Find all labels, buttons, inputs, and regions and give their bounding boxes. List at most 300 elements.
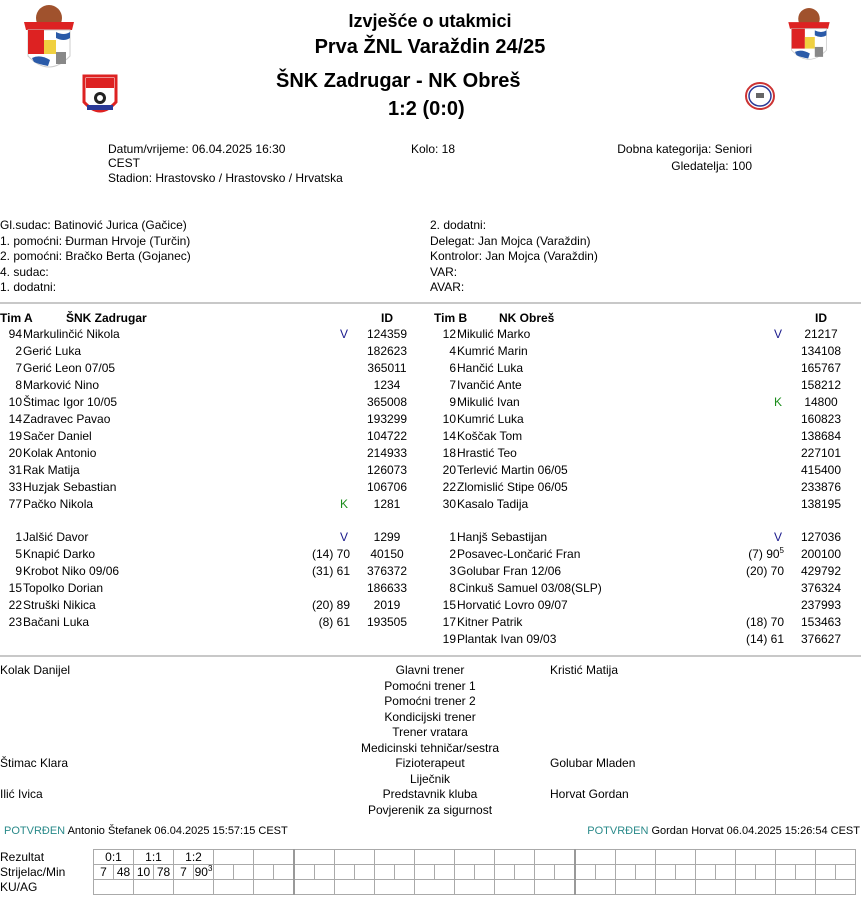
result-cell: 0:1 [94,850,134,865]
player-id: 376372 [366,564,408,578]
player-id: 138195 [800,497,842,511]
player-id: 1281 [373,497,401,511]
grid-label-result: Rezultat [0,850,45,864]
scorer-minute-cell [515,865,535,880]
staff-role: Fizioterapeut [395,756,465,770]
scorer-minute-cell [596,865,616,880]
player-row [434,326,863,343]
player-row [434,496,863,513]
player-id: 227101 [800,446,842,460]
staff-role: Povjerenik za sigurnost [367,802,493,817]
match-round: Kolo: 18 [411,142,456,156]
player-name: Knapić Darko [23,547,96,561]
substitution-info [724,614,784,631]
player-row [0,597,430,614]
home-confirmation-text: Antonio Štefanek 06.04.2025 15:57:15 CEST [67,825,288,837]
home-staff-name: Kolak Danijel [0,663,71,677]
player-name: Koščak Tom [457,429,523,443]
scorer-minute-cell [475,865,495,880]
cards-cell [174,880,214,895]
grid-result-row [94,850,856,865]
match-timezone: CEST [108,156,141,170]
official-line: 4. sudac: [0,264,49,279]
player-id: 376324 [800,581,842,595]
player-number: 14 [8,412,22,426]
official-line: 1. pomoćni: Đurman Hrvoje (Turčin) [0,233,191,248]
player-number: 18 [442,446,456,460]
player-id: 415400 [800,463,842,477]
result-cell [656,850,696,865]
match-datetime: Datum/vrijeme: 06.04.2025 16:30 [108,142,286,156]
scorer-player-cell [335,865,355,880]
player-id: 200100 [800,547,842,561]
player-number: 14 [442,429,456,443]
player-row [434,479,863,496]
substitution-text: (8) 61 [318,615,350,629]
team-b-id-header: ID [815,311,827,325]
team-a-label: Tim A [0,311,33,325]
player-row [0,343,430,360]
away-staff-name: Kristić Matija [550,663,619,677]
official-line: Delegat: Jan Mojca (Varaždin) [430,233,591,248]
player-row [434,614,863,631]
player-number: 9 [15,564,22,578]
substitution-info [724,546,784,563]
age-category: Dobna kategorija: Seniori [617,142,752,156]
grid-label-scorer: Strijelac/Min [0,865,66,879]
scorer-minute-cell [836,865,856,880]
scorer-minute-cell [274,865,295,880]
player-number: 22 [8,598,22,612]
player-name: Mikulić Ivan [457,395,520,409]
scorer-minute-cell [395,865,415,880]
player-id: 214933 [366,446,408,460]
scorer-minute: 78 [156,865,171,879]
scorer-player-cell: 10 [134,865,154,880]
player-name: Topolko Dorian [23,581,104,595]
player-id: 429792 [800,564,842,578]
cards-cell [214,880,254,895]
player-id: 365008 [366,395,408,409]
player-row [434,343,863,360]
home-staff-name: Štimac Klara [0,756,69,770]
scorer-player-cell [254,865,274,880]
player-row [434,377,863,394]
player-id: 160823 [800,412,842,426]
staff-role: Kondicijski trener [384,709,476,724]
scorer-player-cell [375,865,395,880]
cards-cell [776,880,816,895]
county-crest-icon [20,4,78,76]
cards-cell [254,880,295,895]
captain-mark: K [339,497,348,511]
player-id: 365011 [367,361,407,375]
result-cell: 1:2 [174,850,214,865]
player-name: Štimac Igor 10/05 [23,395,118,409]
spectators: Gledatelja: 100 [671,159,752,173]
scorer-player-cell [415,865,435,880]
player-name: Bačani Luka [23,615,90,629]
result-cell [736,850,776,865]
divider [0,655,861,657]
result-cell [696,850,736,865]
scorer-minute-cell [756,865,776,880]
player-number: 19 [8,429,22,443]
result-cell [254,850,295,865]
player-row [434,546,863,563]
match-score: 1:2 (0:0) [388,98,465,120]
player-number: 1 [449,530,456,544]
scorer-minute-cell [716,865,736,880]
player-number: 5 [15,547,22,561]
player-name: Sačer Daniel [23,429,92,443]
player-id: 134108 [800,344,842,358]
player-name: Horvatić Lovro 09/07 [457,598,568,612]
result-cell [375,850,415,865]
player-id: 126073 [366,463,408,477]
cards-cell [415,880,455,895]
player-row [0,394,430,411]
player-id: 21217 [804,327,838,341]
player-row [0,360,430,377]
player-name: Huzjak Sebastian [23,480,117,494]
team-a-name: ŠNK Zadrugar [66,311,147,325]
away-staff-name: Horvat Gordan [550,787,629,801]
match-title: ŠNK Zadrugar - NK Obreš [276,70,521,92]
player-id: 2019 [373,598,401,612]
player-name: Hančić Luka [457,361,524,375]
player-row [434,462,863,479]
player-name: Kolak Antonio [23,446,97,460]
player-name: Mikulić Marko [457,327,531,341]
cards-cell [455,880,495,895]
player-number: 1 [15,530,22,544]
scorer-minute-cell [435,865,455,880]
scorer-minute-cell [114,865,134,880]
report-title: Izvješće o utakmici [348,11,512,31]
substitution-info [290,597,350,614]
scorer-player-cell [575,865,596,880]
player-name: Terlević Martin 06/05 [457,463,568,477]
substitution-text: (31) 61 [311,564,350,578]
player-row [0,462,430,479]
substitution-text: (20) 89 [311,598,350,612]
player-number: 33 [8,480,22,494]
player-name: Kumrić Marin [457,344,528,358]
goalkeeper-mark: V [339,530,348,544]
scorer-player-cell [616,865,636,880]
player-number: 10 [8,395,22,409]
player-name: Markulinčić Nikola [23,327,120,341]
official-line: 2. pomoćni: Bračko Berta (Gojanec) [0,249,191,263]
player-number: 8 [449,581,456,595]
scorer-player-cell [294,865,315,880]
substitution-extra-time: 5 [779,546,784,555]
captain-mark: K [773,395,782,409]
official-line: Gl.sudac: Batinović Jurica (Gačice) [0,218,187,232]
scorer-minute: 90 [194,865,208,879]
player-row [0,546,430,563]
substitution-text: (14) 70 [311,547,350,561]
cards-cell [495,880,535,895]
staff-role: Pomoćni trener 2 [384,694,476,708]
cards-cell [94,880,134,895]
goalkeeper-mark: V [773,327,782,341]
player-name: Gerić Luka [23,344,82,358]
scorer-minute-cell [194,865,214,880]
scorer-player-cell [696,865,716,880]
player-row [434,360,863,377]
grid-cards-row [94,880,856,895]
scorer-player-cell [776,865,796,880]
player-number: 30 [442,497,456,511]
player-name: Ivančić Ante [457,378,522,392]
player-name: Golubar Fran 12/06 [457,564,562,578]
player-id: 165767 [800,361,842,375]
team-a-id-header: ID [381,311,393,325]
player-row [434,529,863,546]
substitution-info [290,614,350,631]
player-id: 127036 [800,530,842,544]
player-number: 4 [449,344,456,358]
substitution-text: (20) 70 [745,564,784,578]
cards-cell [816,880,856,895]
player-name: Zadravec Pavao [23,412,111,426]
player-number: 7 [449,378,456,392]
cards-cell [134,880,174,895]
official-line: VAR: [430,264,458,279]
player-row [0,445,430,462]
snk-zadrugar-crest-icon [82,72,118,118]
substitution-info [724,631,784,648]
player-number: 8 [15,378,22,392]
scorer-player-cell [455,865,475,880]
cards-cell [616,880,656,895]
player-number: 2 [449,547,456,561]
substitution-text: (18) 70 [745,615,784,629]
scorer-player-cell [535,865,555,880]
substitution-info [290,546,350,563]
grid-label-cards: KU/AG [0,880,38,894]
player-name: Posavec-Lončarić Fran [457,547,581,561]
player-row [434,411,863,428]
staff-role: Medicinski tehničar/sestra [360,740,500,755]
player-name: Krobot Niko 09/06 [23,564,120,578]
result-cell [575,850,616,865]
goalkeeper-mark: V [339,327,348,341]
scorer-minute-cell [796,865,816,880]
player-number: 2 [15,344,22,358]
player-name: Plantak Ivan 09/03 [457,632,557,646]
player-name: Hrastić Teo [457,446,517,460]
result-cell [495,850,535,865]
player-number: 7 [15,361,22,375]
scorer-player-cell [214,865,234,880]
goalkeeper-mark: V [773,530,782,544]
player-id: 104722 [366,429,408,443]
player-name: Rak Matija [23,463,80,477]
scorer-minute: 48 [116,865,131,879]
scorer-player-cell [736,865,756,880]
player-number: 15 [8,581,22,595]
result-cell [415,850,455,865]
result-cell [455,850,495,865]
player-number: 31 [8,463,22,477]
player-name: Zlomislić Stipe 06/05 [457,480,568,494]
substitution-info [724,563,784,580]
player-row [434,597,863,614]
player-name: Kumrić Luka [457,412,524,426]
player-id: 233876 [800,480,842,494]
cards-cell [656,880,696,895]
player-row [0,496,430,513]
cards-cell [736,880,776,895]
player-id: 186633 [366,581,408,595]
away-confirmation-status: POTVRĐEN [587,825,649,837]
player-name: Kitner Patrik [457,615,523,629]
team-b-name: NK Obreš [499,311,555,325]
official-line: 1. dodatni: [0,280,57,294]
substitution-text: (14) 61 [745,632,784,646]
player-row [0,614,430,631]
player-row [434,580,863,597]
scorer-minute-cell [154,865,174,880]
scorer-player-cell [816,865,836,880]
scorer-player-cell [656,865,676,880]
player-id: 40150 [370,547,404,561]
scorer-player-cell [495,865,515,880]
staff-role: Pomoćni trener 1 [384,678,476,693]
player-row [434,631,863,648]
score-grid [93,849,856,895]
player-id: 138684 [800,429,842,443]
competition-title: Prva ŽNL Varaždin 24/25 [314,36,546,58]
scorer-player-cell: 7 [94,865,114,880]
player-id: 14800 [804,395,838,409]
player-number: 6 [449,361,456,375]
scorer-player-cell: 7 [174,865,194,880]
player-number: 17 [442,615,456,629]
player-number: 9 [449,395,456,409]
player-name: Cinkuš Samuel 03/08(SLP) [457,581,602,595]
official-line: AVAR: [430,280,465,294]
player-row [0,529,430,546]
player-number: 20 [442,463,456,477]
player-id: 158212 [800,378,842,392]
player-row [0,428,430,445]
player-row [0,580,430,597]
result-cell [816,850,856,865]
player-id: 193299 [366,412,408,426]
player-id: 106706 [366,480,408,494]
player-number: 94 [8,327,22,341]
result-cell [616,850,656,865]
player-id: 153463 [800,615,842,629]
staff-role: Trener vratara [392,725,468,739]
player-id: 376627 [800,632,842,646]
player-name: Kasalo Tadija [457,497,529,511]
away-staff-name: Golubar Mladen [550,756,636,770]
result-cell [214,850,254,865]
player-number: 12 [442,327,456,341]
player-number: 3 [449,564,456,578]
player-row [434,428,863,445]
player-number: 77 [8,497,22,511]
player-name: Pačko Nikola [23,497,94,511]
staff-role: Predstavnik kluba [382,787,478,801]
scorer-minute-cell [555,865,576,880]
official-line: 2. dodatni: [430,218,487,232]
scorer-minute-cell [636,865,656,880]
cards-cell [335,880,375,895]
scorer-minute-cell [234,865,254,880]
player-id: 237993 [800,598,842,612]
cards-cell [535,880,576,895]
cards-cell [575,880,616,895]
official-line: Kontrolor: Jan Mojca (Varaždin) [430,249,598,263]
player-id: 1234 [373,378,401,392]
cards-cell [375,880,415,895]
nk-obres-crest-icon [744,81,776,111]
player-row [0,377,430,394]
player-name: Gerić Leon 07/05 [23,361,116,375]
player-number: 20 [8,446,22,460]
player-number: 19 [442,632,456,646]
player-row [0,563,430,580]
staff-role: Glavni trener [395,663,465,677]
scorer-minute-cell [676,865,696,880]
player-name: Jalšić Davor [23,530,89,544]
result-cell: 1:1 [134,850,174,865]
grid-scorer-row [94,865,856,880]
scorer-extra-time: 3 [207,864,213,873]
player-number: 23 [8,615,22,629]
player-number: 22 [442,480,456,494]
player-name: Hanjš Sebastijan [457,530,548,544]
player-id: 182623 [366,344,408,358]
match-stadium: Stadion: Hrastovsko / Hrastovsko / Hrvatska [108,171,343,185]
player-id: 193505 [366,615,408,629]
result-cell [294,850,335,865]
player-number: 15 [442,598,456,612]
player-id: 124359 [366,327,408,341]
away-confirmation [587,825,860,837]
result-cell [776,850,816,865]
divider [0,302,861,304]
home-staff-name: Ilić Ivica [0,787,43,801]
player-name: Marković Nino [23,378,100,392]
substitution-info [290,563,350,580]
county-crest-icon [785,4,833,70]
player-row [0,411,430,428]
cards-cell [294,880,335,895]
player-number: 10 [442,412,456,426]
substitution-text: (7) 90 [748,547,780,561]
home-confirmation [4,825,288,837]
away-confirmation-text: Gordan Horvat 06.04.2025 15:26:54 CEST [651,825,860,837]
player-id: 1299 [373,530,401,544]
player-row [0,479,430,496]
cards-cell [696,880,736,895]
scorer-minute-cell [355,865,375,880]
player-row [0,326,430,343]
team-b-label: Tim B [434,311,468,325]
scorer-minute-cell [315,865,335,880]
home-confirmation-status: POTVRĐEN [4,825,66,837]
result-cell [535,850,576,865]
player-row [434,394,863,411]
staff-role: Liječnik [409,771,451,786]
